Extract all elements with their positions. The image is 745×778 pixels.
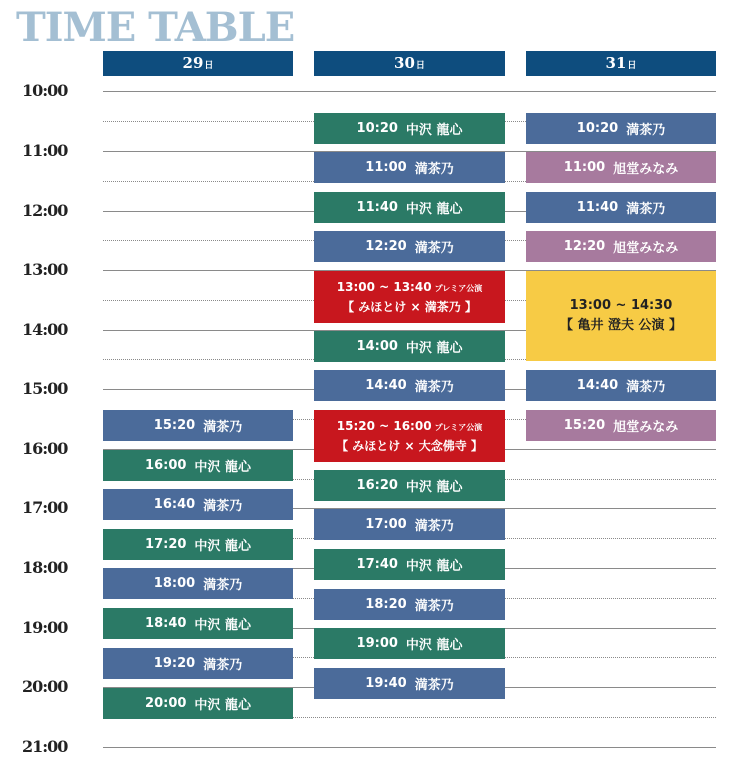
event-performer: 【 亀井 澄夫 公演 】 bbox=[559, 318, 683, 333]
event-time: 18:00 bbox=[153, 576, 196, 591]
time-label: 11:00 bbox=[22, 141, 68, 160]
day-number: 31 bbox=[605, 54, 627, 72]
event-performer: 満茶乃 bbox=[414, 162, 454, 177]
event-block bbox=[314, 668, 505, 699]
event-time: 13:00 ~ 13:40 bbox=[336, 280, 432, 294]
event-block bbox=[526, 410, 716, 441]
event-block bbox=[314, 589, 505, 620]
event-performer: 満茶乃 bbox=[414, 519, 454, 534]
event-block bbox=[103, 489, 293, 520]
event-performer: 中沢 龍心 bbox=[194, 618, 251, 633]
event-time: 18:20 bbox=[365, 597, 407, 612]
event-block bbox=[526, 152, 716, 183]
event-block bbox=[103, 529, 293, 560]
day-header-29 bbox=[103, 51, 293, 76]
event-performer: 【 みほとけ × 大念佛寺 】 bbox=[336, 439, 483, 453]
event-performer: 満茶乃 bbox=[626, 123, 666, 138]
time-label: 10:00 bbox=[22, 81, 68, 100]
event-time: 14:00 bbox=[356, 339, 398, 354]
event-time: 14:40 bbox=[576, 378, 619, 393]
hour-line bbox=[103, 91, 716, 92]
event-block bbox=[526, 192, 716, 223]
premiere-tag: プレミア公演 bbox=[434, 284, 483, 293]
event-performer: 中沢 龍心 bbox=[405, 559, 463, 574]
day-header-31 bbox=[526, 51, 716, 76]
page-title: TIME TABLE bbox=[16, 4, 295, 51]
event-time: 12:20 bbox=[563, 239, 606, 254]
event-block bbox=[103, 450, 293, 481]
special-event-block bbox=[526, 271, 716, 361]
event-performer: 中沢 龍心 bbox=[405, 123, 463, 138]
event-time: 11:40 bbox=[576, 200, 619, 215]
event-time: 19:40 bbox=[365, 676, 407, 691]
day-number: 30 bbox=[394, 54, 415, 72]
event-time: 10:20 bbox=[576, 121, 619, 136]
event-block bbox=[526, 231, 716, 262]
event-block bbox=[314, 470, 505, 501]
event-performer: 満茶乃 bbox=[203, 420, 243, 435]
event-time: 14:40 bbox=[365, 378, 407, 393]
event-time: 15:20 bbox=[153, 418, 196, 433]
premiere-event-block bbox=[314, 410, 505, 462]
event-performer: 【 みほとけ × 満茶乃 】 bbox=[342, 300, 477, 314]
event-block bbox=[526, 370, 716, 401]
event-time: 11:00 bbox=[563, 160, 606, 175]
event-block bbox=[103, 410, 293, 441]
time-label: 12:00 bbox=[22, 201, 68, 220]
time-label: 17:00 bbox=[22, 498, 68, 517]
event-block bbox=[314, 509, 505, 540]
event-time: 17:20 bbox=[145, 537, 187, 552]
event-performer: 中沢 龍心 bbox=[194, 698, 251, 713]
event-performer: 満茶乃 bbox=[626, 380, 666, 395]
event-block bbox=[314, 628, 505, 659]
event-performer: 旭堂みなみ bbox=[613, 162, 679, 177]
time-label: 21:00 bbox=[22, 737, 68, 756]
event-time: 17:00 bbox=[365, 517, 407, 532]
event-performer: 満茶乃 bbox=[414, 599, 454, 614]
event-time: 16:40 bbox=[153, 497, 196, 512]
day-suffix: 日 bbox=[627, 61, 637, 71]
time-label: 18:00 bbox=[22, 558, 68, 577]
event-performer: 満茶乃 bbox=[203, 578, 243, 593]
event-time: 17:40 bbox=[356, 557, 398, 572]
event-performer: 中沢 龍心 bbox=[405, 341, 463, 356]
event-block bbox=[314, 192, 505, 223]
event-block bbox=[314, 113, 505, 144]
event-performer: 中沢 龍心 bbox=[194, 539, 251, 554]
event-time: 16:20 bbox=[356, 478, 398, 493]
event-performer: 満茶乃 bbox=[626, 202, 666, 217]
time-label: 14:00 bbox=[22, 320, 68, 339]
event-block bbox=[103, 568, 293, 599]
premiere-event-header bbox=[337, 417, 483, 437]
day-header-30 bbox=[314, 51, 505, 76]
time-label: 19:00 bbox=[22, 618, 68, 637]
event-block bbox=[314, 331, 505, 362]
event-time: 15:20 ~ 16:00 bbox=[336, 419, 432, 433]
event-time: 16:00 bbox=[145, 458, 187, 473]
event-performer: 旭堂みなみ bbox=[613, 241, 679, 256]
event-time: 11:40 bbox=[356, 200, 398, 215]
event-block bbox=[314, 231, 505, 262]
event-performer: 旭堂みなみ bbox=[613, 420, 679, 435]
event-performer: 満茶乃 bbox=[203, 499, 243, 514]
time-label: 15:00 bbox=[22, 379, 68, 398]
event-performer: 中沢 龍心 bbox=[194, 460, 251, 475]
event-performer: 満茶乃 bbox=[414, 678, 454, 693]
day-number: 29 bbox=[182, 54, 204, 72]
event-performer: 満茶乃 bbox=[414, 380, 454, 395]
event-block bbox=[526, 113, 716, 144]
time-label: 20:00 bbox=[22, 677, 68, 696]
event-time: 11:00 bbox=[365, 160, 407, 175]
event-block bbox=[314, 549, 505, 580]
event-time: 10:20 bbox=[356, 121, 398, 136]
event-performer: 中沢 龍心 bbox=[405, 480, 463, 495]
day-suffix: 日 bbox=[415, 61, 425, 71]
premiere-event-header bbox=[337, 278, 483, 298]
event-performer: 満茶乃 bbox=[203, 658, 243, 673]
event-block bbox=[314, 370, 505, 401]
event-time: 18:40 bbox=[145, 616, 187, 631]
event-time: 15:20 bbox=[563, 418, 606, 433]
premiere-tag: プレミア公演 bbox=[434, 423, 483, 432]
event-time: 12:20 bbox=[365, 239, 407, 254]
event-time: 19:20 bbox=[153, 656, 196, 671]
event-block bbox=[314, 152, 505, 183]
event-block bbox=[103, 688, 293, 719]
event-time: 13:00 ~ 14:30 bbox=[569, 298, 673, 313]
event-time: 19:00 bbox=[356, 636, 398, 651]
event-performer: 中沢 龍心 bbox=[405, 202, 463, 217]
event-block bbox=[103, 648, 293, 679]
event-performer: 中沢 龍心 bbox=[405, 638, 463, 653]
time-label: 16:00 bbox=[22, 439, 68, 458]
event-block bbox=[103, 608, 293, 639]
premiere-event-block bbox=[314, 271, 505, 323]
day-suffix: 日 bbox=[204, 61, 214, 71]
time-label: 13:00 bbox=[22, 260, 68, 279]
event-time: 20:00 bbox=[145, 696, 187, 711]
hour-line bbox=[103, 747, 716, 748]
event-performer: 満茶乃 bbox=[414, 241, 454, 256]
